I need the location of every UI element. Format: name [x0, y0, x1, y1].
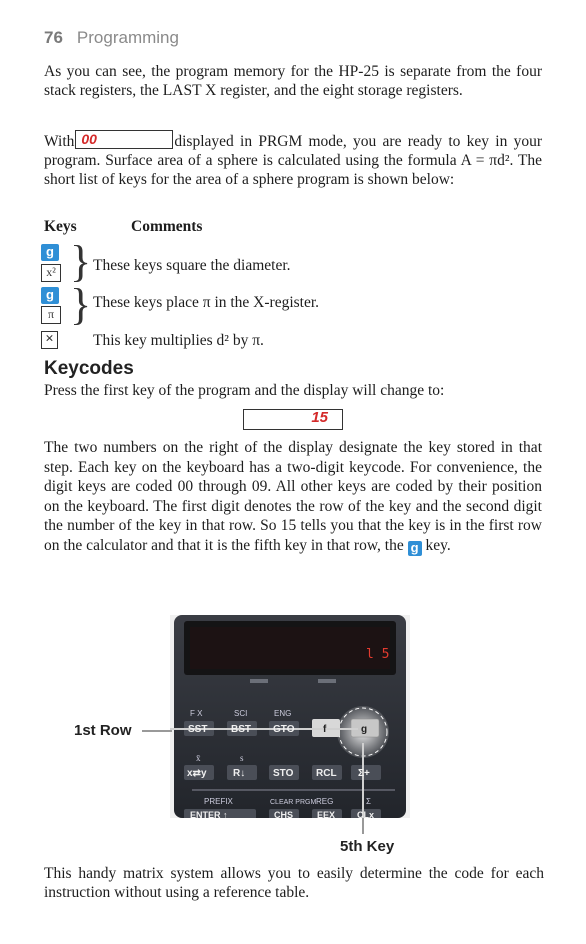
callout-row-line — [142, 730, 172, 732]
multiply-key-icon: × — [41, 331, 58, 349]
brace-icon: } — [70, 280, 92, 329]
photo-label-prefix: PREFIX — [204, 797, 233, 806]
row1-comment: These keys square the diameter. — [93, 257, 291, 274]
photo-label-xbar: x̄ — [196, 753, 201, 763]
inline-display-value: 00 — [81, 131, 97, 147]
photo-key-rcl: RCL — [316, 768, 337, 779]
paragraph-5: This handy matrix system allows you to easily determine the code for each instruction without using a reference table. — [44, 865, 544, 901]
photo-label-eng: ENG — [274, 709, 292, 718]
callout-key-line — [362, 818, 364, 834]
photo-key-sto: STO — [273, 768, 294, 779]
row2-comment: These keys place π in the X-register. — [93, 294, 320, 311]
callout-5th-key: 5th Key — [340, 838, 395, 855]
x-squared-key-icon: x² — [41, 264, 61, 282]
brace-icon: } — [70, 237, 92, 286]
photo-key-rdown: R↓ — [233, 768, 246, 779]
paragraph-1: As you can see, the program memory for the HP-25 is separate from the four stack registers, the LAST X register, and the eight storage registers. — [44, 63, 542, 99]
photo-key-clx: CLx — [357, 810, 375, 818]
keys-header: Keys — [44, 218, 77, 235]
para2-suffix: displayed in PRGM mode, you are ready to key in your program. Surface area of a sphere is calculated using the formula A = πd². The short list of keys for the area of a sphere program is shown below: — [44, 133, 542, 188]
display-box — [243, 409, 343, 430]
paragraph-4 — [44, 438, 542, 556]
g-key-icon: g — [408, 541, 422, 556]
section-name: Programming — [76, 28, 179, 47]
g-key-icon: g — [41, 244, 59, 261]
photo-key-eex: EEX — [317, 810, 336, 818]
photo-label-sigma: Σ — [366, 797, 371, 806]
para4-text: The two numbers on the right of the display designate the key stored in that step. Each key on the keyboard has a two-digit keycode. For convenience, the digit keys are coded 00 through 09. All other keys are coded by their position on the keyboard. The first digit denotes the row of the key and the second digit the number of the key in that row. So 15 tells you that the key is in the first row on the calculator and that it is the fifth key in that row, the — [44, 439, 542, 554]
page-number: 76 — [44, 28, 63, 47]
row3-comment: This key multiplies d² by π. — [93, 332, 264, 349]
photo-display-value: l 5 — [366, 647, 390, 662]
calculator-illustration — [170, 615, 410, 818]
photo-key-f: f — [323, 724, 327, 735]
display-value: 15 — [311, 409, 328, 426]
inline-display-box — [75, 130, 173, 149]
paragraph-2 — [44, 130, 542, 189]
para2-prefix: With — [44, 133, 75, 150]
photo-label-fix: F X — [190, 709, 203, 718]
photo-key-g: g — [361, 724, 368, 735]
photo-key-chs: CHS — [274, 810, 294, 818]
callout-1st-row: 1st Row — [74, 722, 132, 739]
pi-key-icon: π — [41, 306, 61, 324]
photo-key-sigma-plus: Σ+ — [358, 768, 370, 779]
photo-key-gto: GTO — [273, 724, 295, 735]
page-header — [44, 28, 179, 48]
photo-label-clear-prgm: CLEAR PRGM — [270, 799, 317, 806]
section-title: Keycodes — [44, 358, 134, 379]
photo-key-sst: SST — [188, 724, 208, 735]
photo-key-xy: x⇄y — [187, 768, 207, 779]
photo-key-bst: BST — [231, 724, 251, 735]
g-key-icon: g — [41, 287, 59, 304]
calculator-photo — [170, 615, 410, 818]
photo-label-reg: REG — [316, 797, 334, 806]
para4-end: key. — [425, 536, 451, 554]
photo-key-enter: ENTER ↑ — [190, 810, 228, 818]
photo-label-sci: SCI — [234, 709, 248, 718]
comments-header: Comments — [131, 218, 203, 235]
photo-label-s: s — [240, 753, 244, 763]
paragraph-3: Press the first key of the program and the display will change to: — [44, 382, 445, 399]
